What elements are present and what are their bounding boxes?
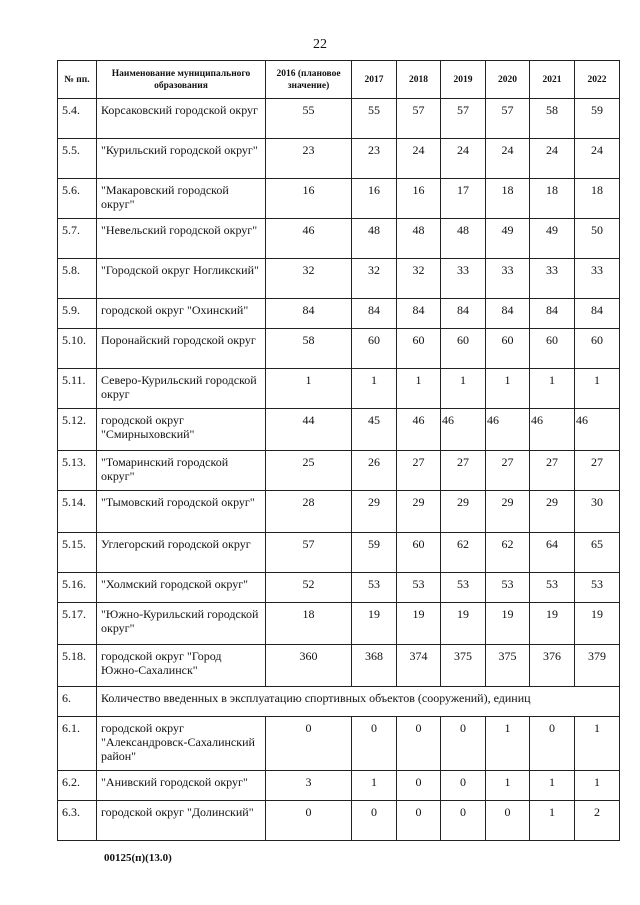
value-cell: 52 [266, 573, 352, 603]
value-cell: 1 [352, 771, 397, 801]
table-row [58, 409, 620, 451]
section-6-rows [58, 717, 620, 841]
value-cell: 17 [441, 179, 486, 219]
row-number: 5.17. [58, 603, 97, 645]
row-number: 5.13. [58, 451, 97, 491]
table-row [58, 717, 620, 771]
value-cell: 30 [575, 491, 620, 533]
value-cell: 1 [575, 369, 620, 409]
value-cell: 1 [486, 717, 530, 771]
value-cell: 0 [441, 717, 486, 771]
row-number: 5.8. [58, 259, 97, 299]
row-number: 5.15. [58, 533, 97, 573]
value-cell: 46 [486, 409, 530, 451]
municipality-name: городской округ "Город Южно-Сахалинск" [97, 645, 266, 687]
value-cell: 60 [397, 533, 441, 573]
value-cell: 64 [530, 533, 575, 573]
row-number: 6.1. [58, 717, 97, 771]
table-row [58, 219, 620, 259]
value-cell: 58 [530, 99, 575, 139]
value-cell: 57 [397, 99, 441, 139]
table-row [58, 801, 620, 841]
value-cell: 48 [397, 219, 441, 259]
value-cell: 84 [486, 299, 530, 329]
municipality-name: городской округ "Александровск-Сахалинский район" [97, 717, 266, 771]
header-name: Наименование муниципального образования [97, 61, 266, 99]
value-cell: 19 [441, 603, 486, 645]
municipality-name: Корсаковский городской округ [97, 99, 266, 139]
value-cell: 59 [352, 533, 397, 573]
row-number: 5.4. [58, 99, 97, 139]
value-cell: 360 [266, 645, 352, 687]
section-6-header [58, 687, 620, 717]
value-cell: 0 [352, 801, 397, 841]
municipality-name: Поронайский городской округ [97, 329, 266, 369]
row-number: 5.11. [58, 369, 97, 409]
table-header-row [58, 61, 620, 99]
value-cell: 25 [266, 451, 352, 491]
row-number: 6.3. [58, 801, 97, 841]
value-cell: 19 [352, 603, 397, 645]
value-cell: 376 [530, 645, 575, 687]
value-cell: 1 [530, 771, 575, 801]
municipality-name: городской округ "Долинский" [97, 801, 266, 841]
row-number: 5.9. [58, 299, 97, 329]
row-number: 5.6. [58, 179, 97, 219]
value-cell: 65 [575, 533, 620, 573]
value-cell: 32 [266, 259, 352, 299]
value-cell: 84 [352, 299, 397, 329]
row-number: 5.18. [58, 645, 97, 687]
table-row [58, 573, 620, 603]
municipality-name: "Томаринский городской округ" [97, 451, 266, 491]
value-cell: 19 [575, 603, 620, 645]
header-year: 2022 [575, 61, 620, 99]
value-cell: 60 [486, 329, 530, 369]
municipality-name: "Южно-Курильский городской округ" [97, 603, 266, 645]
value-cell: 84 [575, 299, 620, 329]
value-cell: 24 [486, 139, 530, 179]
row-number: 5.5. [58, 139, 97, 179]
value-cell: 24 [441, 139, 486, 179]
value-cell: 1 [575, 717, 620, 771]
value-cell: 1 [441, 369, 486, 409]
value-cell: 57 [441, 99, 486, 139]
municipality-name: "Курильский городской округ" [97, 139, 266, 179]
value-cell: 46 [575, 409, 620, 451]
table-row [58, 645, 620, 687]
value-cell: 374 [397, 645, 441, 687]
value-cell: 46 [530, 409, 575, 451]
value-cell: 0 [530, 717, 575, 771]
table-row [58, 139, 620, 179]
row-number: 5.14. [58, 491, 97, 533]
municipality-name: "Анивский городской округ" [97, 771, 266, 801]
row-number: 5.10. [58, 329, 97, 369]
header-year: 2017 [352, 61, 397, 99]
value-cell: 27 [530, 451, 575, 491]
value-cell: 0 [266, 801, 352, 841]
municipality-name: городской округ "Охинский" [97, 299, 266, 329]
value-cell: 18 [486, 179, 530, 219]
value-cell: 16 [352, 179, 397, 219]
value-cell: 53 [530, 573, 575, 603]
page-number: 22 [313, 37, 327, 52]
value-cell: 53 [352, 573, 397, 603]
section-no: 6. [58, 687, 97, 717]
value-cell: 18 [575, 179, 620, 219]
value-cell: 33 [530, 259, 575, 299]
value-cell: 27 [575, 451, 620, 491]
table-row [58, 329, 620, 369]
value-cell: 2 [575, 801, 620, 841]
value-cell: 53 [441, 573, 486, 603]
value-cell: 0 [441, 771, 486, 801]
value-cell: 48 [352, 219, 397, 259]
municipality-name: городской округ "Смирныховский" [97, 409, 266, 451]
value-cell: 0 [486, 801, 530, 841]
value-cell: 27 [441, 451, 486, 491]
value-cell: 1 [352, 369, 397, 409]
row-number: 5.7. [58, 219, 97, 259]
value-cell: 60 [397, 329, 441, 369]
value-cell: 379 [575, 645, 620, 687]
value-cell: 62 [486, 533, 530, 573]
value-cell: 1 [575, 771, 620, 801]
value-cell: 27 [397, 451, 441, 491]
row-number: 5.12. [58, 409, 97, 451]
value-cell: 16 [397, 179, 441, 219]
value-cell: 0 [397, 801, 441, 841]
municipality-name: "Макаровский городской округ" [97, 179, 266, 219]
value-cell: 84 [397, 299, 441, 329]
value-cell: 62 [441, 533, 486, 573]
value-cell: 60 [575, 329, 620, 369]
value-cell: 44 [266, 409, 352, 451]
value-cell: 53 [575, 573, 620, 603]
value-cell: 46 [441, 409, 486, 451]
value-cell: 3 [266, 771, 352, 801]
value-cell: 375 [441, 645, 486, 687]
table-row [58, 771, 620, 801]
header-no: № пп. [58, 61, 97, 99]
table-row [58, 603, 620, 645]
header-year: 2020 [486, 61, 530, 99]
table-row [58, 369, 620, 409]
value-cell: 1 [486, 771, 530, 801]
value-cell: 45 [352, 409, 397, 451]
value-cell: 29 [441, 491, 486, 533]
value-cell: 60 [530, 329, 575, 369]
header-year: 2019 [441, 61, 486, 99]
municipality-name: "Холмский городской округ" [97, 573, 266, 603]
row-number: 6.2. [58, 771, 97, 801]
value-cell: 375 [486, 645, 530, 687]
value-cell: 49 [486, 219, 530, 259]
value-cell: 24 [575, 139, 620, 179]
value-cell: 18 [266, 603, 352, 645]
value-cell: 57 [266, 533, 352, 573]
value-cell: 33 [575, 259, 620, 299]
value-cell: 24 [530, 139, 575, 179]
value-cell: 32 [352, 259, 397, 299]
value-cell: 26 [352, 451, 397, 491]
value-cell: 84 [530, 299, 575, 329]
value-cell: 32 [397, 259, 441, 299]
municipality-name: Углегорский городской округ [97, 533, 266, 573]
value-cell: 368 [352, 645, 397, 687]
municipality-name: "Невельский городской округ" [97, 219, 266, 259]
value-cell: 0 [397, 717, 441, 771]
value-cell: 0 [352, 717, 397, 771]
table-row [58, 299, 620, 329]
value-cell: 53 [397, 573, 441, 603]
section-5-rows [58, 99, 620, 687]
value-cell: 59 [575, 99, 620, 139]
value-cell: 1 [397, 369, 441, 409]
value-cell: 18 [530, 179, 575, 219]
municipality-name: Северо-Курильский городской округ [97, 369, 266, 409]
value-cell: 23 [266, 139, 352, 179]
value-cell: 55 [266, 99, 352, 139]
value-cell: 19 [530, 603, 575, 645]
value-cell: 46 [266, 219, 352, 259]
section-title: Количество введенных в эксплуатацию спортивных объектов (сооружений), единиц [97, 687, 620, 717]
value-cell: 1 [530, 369, 575, 409]
value-cell: 50 [575, 219, 620, 259]
value-cell: 29 [530, 491, 575, 533]
value-cell: 58 [266, 329, 352, 369]
value-cell: 29 [397, 491, 441, 533]
value-cell: 1 [486, 369, 530, 409]
value-cell: 33 [441, 259, 486, 299]
value-cell: 1 [530, 801, 575, 841]
value-cell: 46 [397, 409, 441, 451]
value-cell: 60 [441, 329, 486, 369]
header-year: 2018 [397, 61, 441, 99]
value-cell: 57 [486, 99, 530, 139]
value-cell: 16 [266, 179, 352, 219]
value-cell: 60 [352, 329, 397, 369]
table-row [58, 533, 620, 573]
value-cell: 28 [266, 491, 352, 533]
value-cell: 19 [486, 603, 530, 645]
value-cell: 29 [352, 491, 397, 533]
value-cell: 55 [352, 99, 397, 139]
section-row [58, 687, 620, 717]
value-cell: 19 [397, 603, 441, 645]
row-number: 5.16. [58, 573, 97, 603]
municipality-name: "Тымовский городской округ" [97, 491, 266, 533]
table-row [58, 99, 620, 139]
header-year: 2021 [530, 61, 575, 99]
value-cell: 84 [441, 299, 486, 329]
value-cell: 23 [352, 139, 397, 179]
indicator-table [57, 60, 620, 841]
table-row [58, 491, 620, 533]
value-cell: 0 [397, 771, 441, 801]
table-row [58, 451, 620, 491]
table-row [58, 259, 620, 299]
value-cell: 29 [486, 491, 530, 533]
value-cell: 84 [266, 299, 352, 329]
value-cell: 49 [530, 219, 575, 259]
value-cell: 0 [441, 801, 486, 841]
municipality-name: "Городской округ Ногликский" [97, 259, 266, 299]
value-cell: 48 [441, 219, 486, 259]
value-cell: 33 [486, 259, 530, 299]
document-code: 00125(п)(13.0) [104, 852, 172, 864]
table-row [58, 179, 620, 219]
value-cell: 24 [397, 139, 441, 179]
value-cell: 1 [266, 369, 352, 409]
value-cell: 27 [486, 451, 530, 491]
header-year: 2016 (плановое значение) [266, 61, 352, 99]
value-cell: 0 [266, 717, 352, 771]
value-cell: 53 [486, 573, 530, 603]
